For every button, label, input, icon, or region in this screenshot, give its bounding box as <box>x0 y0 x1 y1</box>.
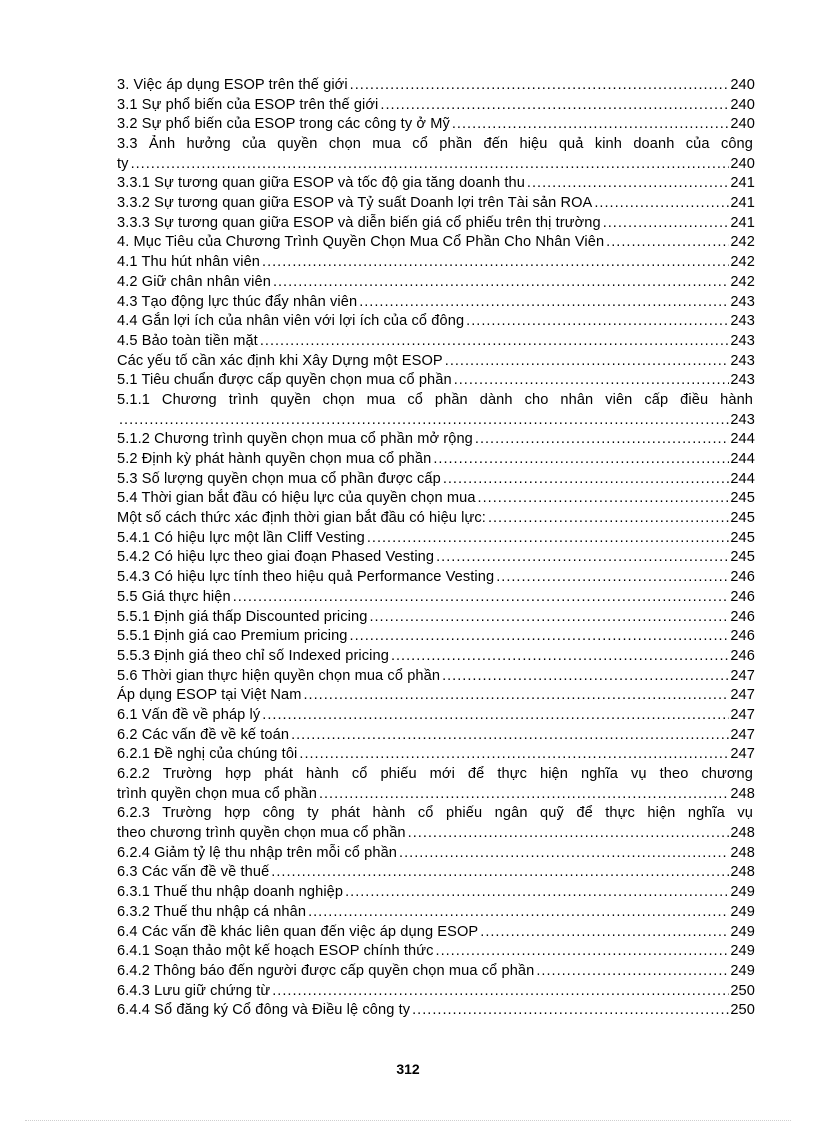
toc-entry <box>117 470 755 490</box>
toc-entry <box>117 667 755 687</box>
toc-entry-page: 249 <box>730 962 755 979</box>
toc-entry <box>117 234 755 254</box>
toc-entry <box>117 155 755 175</box>
toc-entry-page: 248 <box>730 825 755 842</box>
toc-entry-page: 246 <box>730 608 755 625</box>
toc-entry <box>117 883 755 903</box>
toc-entry-title: 4.4 Gắn lợi ích của nhân viên với lợi ích của cổ đông <box>117 313 465 330</box>
toc-entry-title: 6.2.4 Giảm tỷ lệ thu nhập trên mỗi cổ phần <box>117 844 398 861</box>
toc-entry-title: theo chương trình quyền chọn mua cổ phần <box>117 825 406 842</box>
toc-entry-page: 249 <box>730 943 755 960</box>
toc-entry-page: 246 <box>730 647 755 664</box>
toc-entry-page: 246 <box>730 569 755 586</box>
toc-leader-dots <box>433 450 729 470</box>
toc-entry <box>117 588 755 608</box>
toc-leader-dots <box>603 214 730 234</box>
toc-entry-title: 5.5.1 Định giá cao Premium pricing <box>117 628 348 645</box>
toc-entry <box>117 923 755 943</box>
toc-entry-title: 4.5 Bảo toàn tiền mặt <box>117 332 258 349</box>
toc-entry-page: 247 <box>730 746 755 763</box>
toc-leader-dots <box>436 942 730 962</box>
toc-entry-title: 6.4.1 Soạn thảo một kế hoạch ESOP chính thức <box>117 943 434 960</box>
toc-leader-dots <box>131 155 730 175</box>
toc-entry <box>117 214 755 234</box>
toc-entry-title: 3.3.3 Sự tương quan giữa ESOP và diễn biến giá cổ phiếu trên thị trường <box>117 214 601 231</box>
toc-entry-title: 6.3.2 Thuế thu nhập cá nhân <box>117 903 307 920</box>
toc-entry-page: 247 <box>730 726 755 743</box>
toc-entry-title: 6.4.3 Lưu giữ chứng từ <box>117 982 271 999</box>
toc-entry-title: 5.1.2 Chương trình quyền chọn mua cổ phần mở rộng <box>117 431 473 448</box>
toc-entry <box>117 174 755 194</box>
toc-leader-dots <box>262 706 729 726</box>
toc-entry <box>117 804 755 824</box>
toc-entry-title: 6.1 Vấn đề về pháp lý <box>117 706 261 723</box>
toc-leader-dots <box>271 864 729 884</box>
toc-leader-dots <box>442 667 729 687</box>
toc-leader-dots <box>260 332 730 352</box>
toc-entry-title: 5.5.3 Định giá theo chỉ số Indexed pricing <box>117 647 389 664</box>
toc-entry-title: Áp dụng ESOP tại Việt Nam <box>117 687 302 704</box>
toc-entry-page: 249 <box>730 903 755 920</box>
toc-entry <box>117 706 755 726</box>
toc-leader-dots <box>350 76 730 96</box>
toc-entry-title: 3.1 Sự phổ biến của ESOP trên thế giới <box>117 96 379 113</box>
toc-entry-page: 243 <box>730 372 755 389</box>
toc-leader-dots <box>488 509 729 529</box>
toc-entry <box>117 489 755 509</box>
toc-leader-dots <box>478 489 730 509</box>
toc-entry <box>117 96 755 116</box>
toc-entry-title: trình quyền chọn mua cổ phần <box>117 785 317 802</box>
toc-entry-page: 245 <box>730 549 755 566</box>
bottom-rule <box>25 1120 791 1121</box>
toc-entry-page: 249 <box>730 884 755 901</box>
toc-entry <box>117 745 755 765</box>
toc-leader-dots <box>527 174 729 194</box>
toc-leader-dots <box>273 273 729 293</box>
toc-entry-page: 248 <box>730 844 755 861</box>
toc-entry <box>117 942 755 962</box>
toc-entry-page: 243 <box>730 332 755 349</box>
toc-leader-dots <box>380 96 729 116</box>
toc-entry-title: 6.2.1 Đề nghị của chúng tôi <box>117 746 298 763</box>
toc-entry-title: 5.4.1 Có hiệu lực một lần Cliff Vesting <box>117 529 365 546</box>
toc-entry <box>117 864 755 884</box>
toc-leader-dots <box>475 430 729 450</box>
toc-entry <box>117 982 755 1002</box>
toc-entry-title: 5.1 Tiêu chuẩn được cấp quyền chọn mua cổ phần <box>117 372 452 389</box>
toc-entry <box>117 391 755 411</box>
toc-leader-dots <box>319 785 729 805</box>
toc-entry-title: 4.2 Giữ chân nhân viên <box>117 273 271 290</box>
toc-entry-page: 246 <box>730 588 755 605</box>
toc-entry-title: ty <box>117 155 129 172</box>
toc-entry-page: 246 <box>730 628 755 645</box>
toc-entry <box>117 115 755 135</box>
toc-leader-dots <box>262 253 729 273</box>
toc-entry-title: 5.4.2 Có hiệu lực theo giai đoạn Phased Vesting <box>117 549 435 566</box>
toc-entry-title: 5.4 Thời gian bắt đầu có hiệu lực của quyền chọn mua <box>117 490 476 507</box>
toc-entry-page: 241 <box>730 214 755 231</box>
toc-entry <box>117 608 755 628</box>
toc-entry-page: 243 <box>730 313 755 330</box>
page-number: 312 <box>396 1061 420 1077</box>
toc-entry-page: 240 <box>730 155 755 172</box>
toc-leader-dots <box>345 883 729 903</box>
toc-entry-page: 240 <box>730 96 755 113</box>
toc-entry <box>117 686 755 706</box>
toc-leader-dots <box>272 982 729 1002</box>
toc-entry <box>117 332 755 352</box>
toc-entry-page: 243 <box>730 293 755 310</box>
toc-entry-title: 5.2 Định kỳ phát hành quyền chọn mua cổ phần <box>117 451 432 468</box>
toc-entry-title: 5.3 Số lượng quyền chọn mua cổ phần được cấp <box>117 470 441 487</box>
toc-entry-title: 6.4 Các vấn đề khác liên quan đến việc áp dụng ESOP <box>117 923 479 940</box>
toc-entry <box>117 647 755 667</box>
toc-entry-page: 250 <box>730 1002 755 1019</box>
toc-entry-title: Một số cách thức xác định thời gian bắt đầu có hiệu lực: <box>117 510 486 527</box>
toc-leader-dots <box>233 588 730 608</box>
toc-entry <box>117 844 755 864</box>
toc-entry-page: 243 <box>730 352 755 369</box>
toc-entry-title: 5.6 Thời gian thực hiện quyền chọn mua cổ phần <box>117 667 441 684</box>
toc-entry <box>117 568 755 588</box>
toc-entry-title: 3.3.1 Sự tương quan giữa ESOP và tốc độ gia tăng doanh thu <box>117 175 525 192</box>
toc-entry-title: 5.1.1 Chương trình quyền chọn mua cổ phần dành cho nhân viên cấp điều hành <box>117 391 753 408</box>
toc-entry <box>117 509 755 529</box>
toc-entry-title: 3.2 Sự phổ biến của ESOP trong các công ty ở Mỹ <box>117 116 450 133</box>
toc-entry <box>117 1001 755 1021</box>
toc-entry-title: 3. Việc áp dụng ESOP trên thế giới <box>117 76 348 93</box>
toc-leader-dots <box>391 647 729 667</box>
toc-entry-title: 5.5 Giá thực hiện <box>117 588 231 605</box>
toc-entry-page: 244 <box>730 451 755 468</box>
toc-entry <box>117 903 755 923</box>
toc-leader-dots <box>119 411 729 431</box>
toc-leader-dots <box>299 745 729 765</box>
toc-entry <box>117 450 755 470</box>
toc-entry <box>117 411 755 431</box>
toc-entry <box>117 371 755 391</box>
toc-entry-title: 6.4.4 Sổ đăng ký Cổ đông và Điều lệ công ty <box>117 1002 411 1019</box>
toc-leader-dots <box>496 568 729 588</box>
toc-entry-title: 3.3 Ảnh hưởng của quyền chọn mua cổ phần đến hiệu quả kinh doanh của công <box>117 136 753 153</box>
toc-entry-title: 4.1 Thu hút nhân viên <box>117 254 261 271</box>
toc-entry-page: 244 <box>730 470 755 487</box>
toc-entry <box>117 430 755 450</box>
toc-entry-page: 245 <box>730 529 755 546</box>
toc-entry-title: Các yếu tố cần xác định khi Xây Dựng một ESOP <box>117 352 443 369</box>
toc-leader-dots <box>408 824 730 844</box>
toc-entry-page: 248 <box>730 864 755 881</box>
toc-leader-dots <box>304 686 730 706</box>
toc-entry <box>117 273 755 293</box>
toc-entry-page: 240 <box>730 116 755 133</box>
toc-entry <box>117 312 755 332</box>
toc-entry-page: 241 <box>730 175 755 192</box>
toc-leader-dots <box>606 234 729 254</box>
toc-entry <box>117 726 755 746</box>
toc-entry <box>117 785 755 805</box>
toc-entry-title: 5.5.1 Định giá thấp Discounted pricing <box>117 608 368 625</box>
toc-leader-dots <box>369 608 729 628</box>
toc-leader-dots <box>594 194 729 214</box>
toc-leader-dots <box>443 470 730 490</box>
toc-entry <box>117 765 755 785</box>
toc-leader-dots <box>308 903 729 923</box>
toc-entry <box>117 824 755 844</box>
toc-entry <box>117 352 755 372</box>
toc-entry-title: 3.3.2 Sự tương quan giữa ESOP và Tỷ suất Doanh lợi trên Tài sản ROA <box>117 195 593 212</box>
toc-entry-page: 241 <box>730 195 755 212</box>
toc-entry-page: 242 <box>730 273 755 290</box>
toc-entry <box>117 962 755 982</box>
toc-leader-dots <box>445 352 730 372</box>
toc-entry-page: 243 <box>730 411 755 428</box>
toc-entry <box>117 135 755 155</box>
toc-entry-title: 6.4.2 Thông báo đến người được cấp quyền chọn mua cổ phần <box>117 962 535 979</box>
toc-entry <box>117 76 755 96</box>
toc-leader-dots <box>359 293 729 313</box>
toc-leader-dots <box>480 923 729 943</box>
toc-entry-page: 245 <box>730 510 755 527</box>
toc-entry <box>117 253 755 273</box>
toc-entry <box>117 293 755 313</box>
toc-entry-title: 4. Mục Tiêu của Chương Trình Quyền Chọn Mua Cổ Phần Cho Nhân Viên <box>117 234 605 251</box>
toc-entry-page: 242 <box>730 234 755 251</box>
toc-entry-page: 248 <box>730 785 755 802</box>
toc-entry-title: 6.2.2 Trường hợp phát hành cổ phiếu mới để thực hiện nghĩa vụ theo chương <box>117 766 753 783</box>
toc-entry-title: 6.2 Các vấn đề về kế toán <box>117 726 290 743</box>
toc-entry-page: 247 <box>730 667 755 684</box>
toc-leader-dots <box>536 962 729 982</box>
toc-entry-page: 250 <box>730 982 755 999</box>
toc-leader-dots <box>466 312 729 332</box>
table-of-contents <box>117 76 755 1021</box>
toc-entry-page: 242 <box>730 254 755 271</box>
toc-entry-title: 6.3.1 Thuế thu nhập doanh nghiệp <box>117 884 344 901</box>
toc-entry <box>117 549 755 569</box>
toc-entry <box>117 529 755 549</box>
toc-leader-dots <box>452 115 729 135</box>
toc-entry-page: 240 <box>730 76 755 93</box>
toc-entry-title: 6.2.3 Trường hợp công ty phát hành cổ phiếu ngân quỹ để thực hiện nghĩa vụ <box>117 805 753 822</box>
toc-leader-dots <box>454 371 730 391</box>
toc-leader-dots <box>436 549 729 569</box>
toc-entry-title: 4.3 Tạo động lực thúc đẩy nhân viên <box>117 293 358 310</box>
toc-leader-dots <box>291 726 729 746</box>
toc-entry-title: 5.4.3 Có hiệu lực tính theo hiệu quả Performance Vesting <box>117 569 495 586</box>
toc-entry-page: 247 <box>730 706 755 723</box>
toc-leader-dots <box>350 627 730 647</box>
toc-entry-page: 249 <box>730 923 755 940</box>
toc-entry-page: 244 <box>730 431 755 448</box>
toc-leader-dots <box>367 529 730 549</box>
toc-entry <box>117 194 755 214</box>
toc-entry <box>117 627 755 647</box>
toc-entry-page: 247 <box>730 687 755 704</box>
toc-entry-title: 6.3 Các vấn đề về thuế <box>117 864 270 881</box>
toc-leader-dots <box>412 1001 729 1021</box>
toc-leader-dots <box>399 844 729 864</box>
toc-entry-page: 245 <box>730 490 755 507</box>
